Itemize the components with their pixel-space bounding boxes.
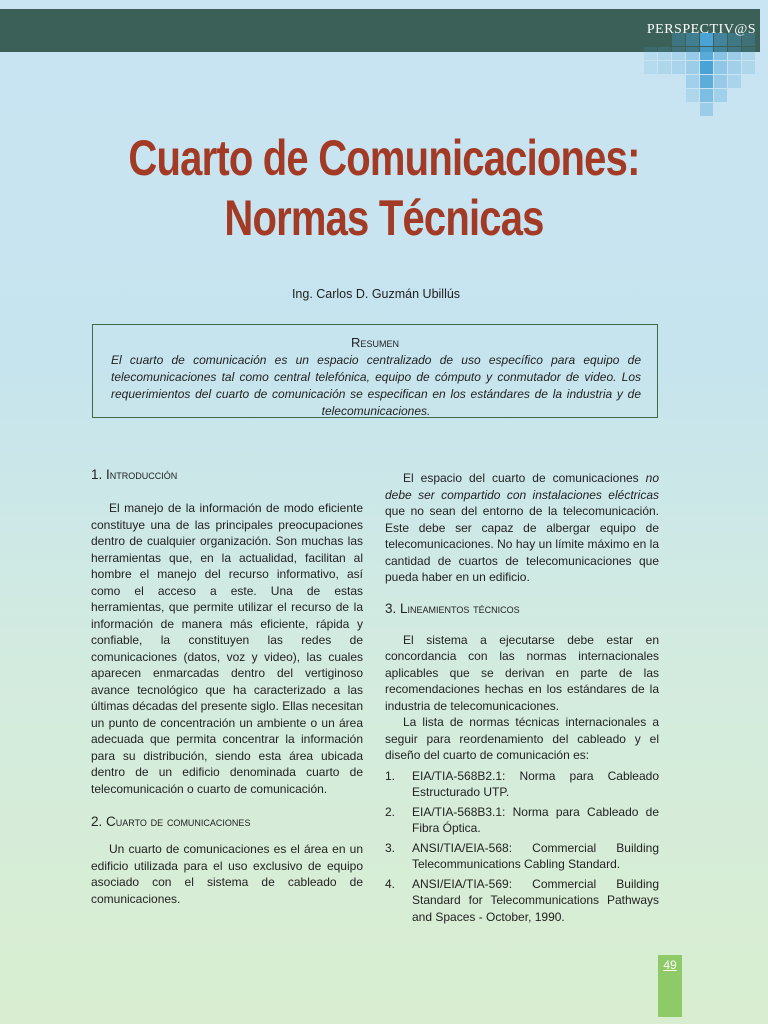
deco-square (714, 89, 727, 102)
deco-square (728, 61, 741, 74)
cuarto-paragraph: Un cuarto de comunicaciones es el área en un edificio utilizada para el uso exclusivo de equipo asociado con el sistema de cableado de comunicaciones. (91, 842, 363, 906)
deco-square (686, 47, 699, 60)
deco-square (672, 61, 685, 74)
pixel-grid-decoration (0, 0, 768, 110)
right-column (385, 470, 659, 928)
deco-square (658, 47, 671, 60)
deco-square (728, 75, 741, 88)
article-title (77, 128, 691, 248)
deco-square (700, 75, 713, 88)
deco-square (658, 61, 671, 74)
deco-square (714, 47, 727, 60)
deco-square (742, 47, 755, 60)
title-line-2: Normas Técnicas (224, 190, 544, 246)
espacio-paragraph: El espacio del cuarto de comunicaciones no debe ser compartido con instalaciones eléctricas que no sean del entorno de la telecomunicación. Este debe ser capaz de albergar equipo de telecomunicaciones. No hay un límite máximo en la cantidad de cuartos de telecomunicaciones que pueda haber en un edificio. (385, 471, 659, 584)
deco-square (686, 89, 699, 102)
list-item: 2. EIA/TIA-568B3.1: Norma para Cableado de Fibra Óptica. (385, 804, 659, 835)
abstract-heading: Resumen (351, 335, 399, 350)
deco-square (644, 47, 657, 60)
abstract-text: El cuarto de comunicación es un espacio centralizado de uso específico para equipo de telecomunicaciones tal como central telefónica, equipo de cómputo y conmutador de video. Los requerimientos del cuarto de comunicación se especifican en los estándares de la industria y de telecomunicaciones. (111, 353, 641, 418)
section-heading-introduccion: 1. Introducción (91, 467, 178, 482)
deco-square (672, 47, 685, 60)
lineamientos-paragraph-2: La lista de normas técnicas internacionales a seguir para reordenamiento del cableado y el diseño del cuarto de comunicación es: (385, 715, 659, 762)
section-label: PERSPECTIV@S (646, 22, 756, 37)
author-name: Ing. Carlos D. Guzmán Ubillús (291, 287, 461, 301)
deco-square (728, 47, 741, 60)
page-number-tab (658, 955, 682, 1017)
intro-paragraph: El manejo de la información de modo eficiente constituye una de las principales preocupaciones dentro de cualquier organización. Son muchas las herramientas que, en la actualidad, facilitan al hombre el manejo del recurso informativo, así como el acceso a este. Una de estas herramientas, que permite utilizar el recurso de la información de manera más eficiente, rápida y confiable, la constituyen las redes de comunicaciones (datos, voz y video), las cuales aparecen enmarcadas dentro del vertiginoso avance tecnológico que ha caracterizado a las últimas décadas del presente siglo. Ellas necesitan un punto de concentración un ambiente o un área adecuada que permita concentrar la información para su distribución, siendo esta área ubicada dentro de un edificio denominada cuarto de telecomunicación o cuarto de comunicación. (91, 501, 363, 796)
deco-square (700, 89, 713, 102)
deco-square (714, 75, 727, 88)
espacio-emphasis: no debe ser compartido con instalaciones eléctricas (385, 471, 659, 502)
title-line-1: Cuarto de Comunicaciones: (128, 130, 640, 186)
section-heading-cuarto: 2. Cuarto de comunicaciones (91, 814, 251, 829)
section-heading-lineamientos: 3. Lineamientos técnicos (385, 600, 520, 616)
list-item: 1. EIA/TIA-568B2.1: Norma para Cableado Estructurado UTP. (385, 768, 659, 799)
deco-square (714, 61, 727, 74)
deco-square (686, 75, 699, 88)
deco-square (686, 61, 699, 74)
left-column (91, 466, 363, 907)
deco-square (700, 47, 713, 60)
deco-square (644, 61, 657, 74)
deco-square (742, 61, 755, 74)
abstract-box (92, 324, 658, 418)
deco-square (700, 61, 713, 74)
list-item: 4. ANSI/EIA/TIA-569: Commercial Building Standard for Telecommunications Pathways and Spaces - October, 1990. (385, 876, 659, 924)
list-item: 3. ANSI/TIA/EIA-568: Commercial Building Telecommunications Cabling Standard. (385, 840, 659, 871)
lineamientos-paragraph-1: El sistema a ejecutarse debe estar en concordancia con las normas internacionales aplicables que se derivan en parte de las recomendaciones hechas en los estándares de la industria de telecomunicaciones. (385, 632, 659, 713)
deco-square (700, 103, 713, 116)
norms-list (385, 768, 659, 926)
page-number: 49 (663, 958, 677, 972)
